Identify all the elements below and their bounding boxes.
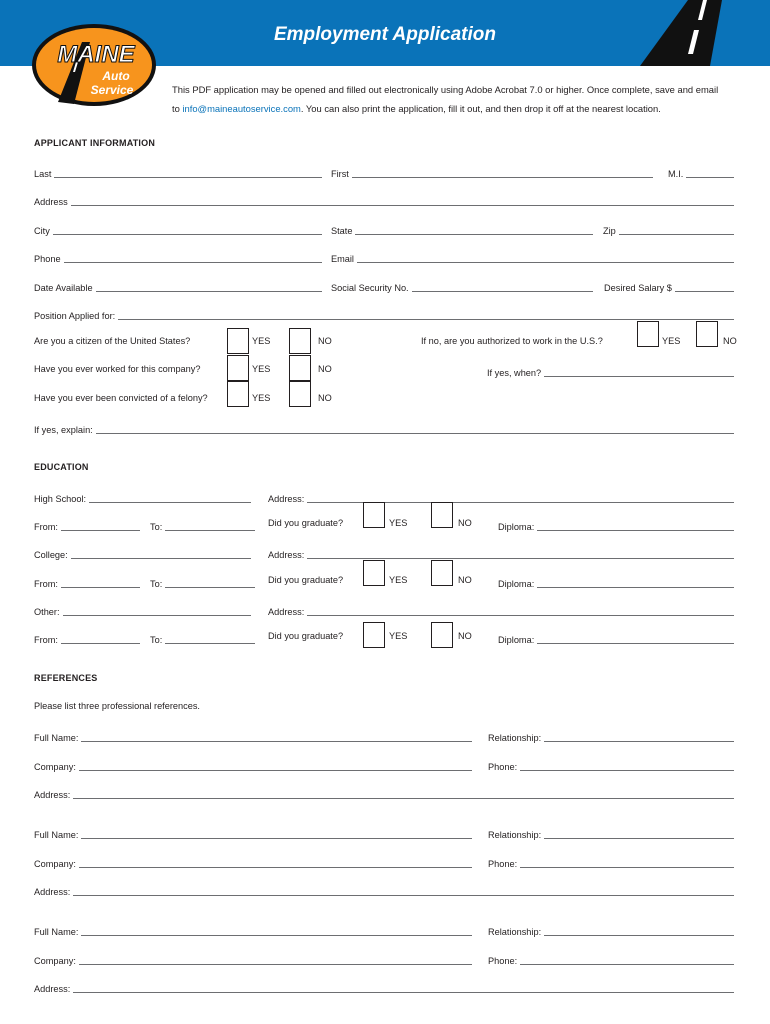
ref3-address-field[interactable] xyxy=(34,980,734,994)
college-grad-no-checkbox[interactable] xyxy=(431,560,453,586)
worked-before-question: Have you ever worked for this company? xyxy=(34,364,201,374)
high-school-address-field[interactable] xyxy=(268,490,734,504)
other-grad-yes-checkbox[interactable] xyxy=(363,622,385,648)
felony-yes-label: YES xyxy=(252,393,271,403)
ref2-company-field[interactable] xyxy=(34,855,472,869)
college-grad-no-label: NO xyxy=(458,575,472,585)
high-school-grad-yes-checkbox[interactable] xyxy=(363,502,385,528)
if-yes-explain-label: If yes, explain: xyxy=(34,425,93,435)
date-available-label: Date Available xyxy=(34,283,93,293)
other-diploma-field[interactable] xyxy=(498,631,734,645)
high-school-grad-no-checkbox[interactable] xyxy=(431,502,453,528)
position-applied-field[interactable] xyxy=(34,307,734,321)
education-heading: EDUCATION xyxy=(34,462,89,472)
authorized-no-checkbox[interactable] xyxy=(696,321,718,347)
ref2-company-label: Company: xyxy=(34,859,76,869)
other-address-label: Address: xyxy=(268,607,305,617)
email-field[interactable] xyxy=(331,250,734,264)
college-to-label: To: xyxy=(150,579,163,589)
high-school-to-field[interactable] xyxy=(150,518,255,532)
city-field[interactable] xyxy=(34,222,322,236)
intro-line-1: This PDF application may be opened and filled out electronically using Adobe Acrobat 7.0 or higher. Once complete, save and email xyxy=(172,84,719,95)
other-grad-no-checkbox[interactable] xyxy=(431,622,453,648)
college-graduate-question: Did you graduate? xyxy=(268,575,344,585)
other-from-field[interactable] xyxy=(34,631,140,645)
ref1-company-label: Company: xyxy=(34,762,76,772)
ref3-address-label: Address: xyxy=(34,984,71,994)
high-school-grad-yes-label: YES xyxy=(389,518,408,528)
if-yes-explain-field[interactable] xyxy=(34,421,734,435)
citizen-no-checkbox[interactable] xyxy=(289,328,311,354)
college-address-label: Address: xyxy=(268,550,305,560)
ref1-full-name-field[interactable] xyxy=(34,729,472,743)
college-from-field[interactable] xyxy=(34,575,140,589)
authorized-no-label: NO xyxy=(723,336,737,346)
worked-yes-checkbox[interactable] xyxy=(227,355,249,381)
other-school-field[interactable] xyxy=(34,603,251,617)
position-applied-label: Position Applied for: xyxy=(34,311,116,321)
high-school-from-label: From: xyxy=(34,522,58,532)
felony-yes-checkbox[interactable] xyxy=(227,381,249,407)
authorized-yes-label: YES xyxy=(662,336,681,346)
other-to-label: To: xyxy=(150,635,163,645)
college-diploma-label: Diploma: xyxy=(498,579,535,589)
address-label: Address xyxy=(34,197,68,207)
other-graduate-question: Did you graduate? xyxy=(268,631,344,641)
ref2-relationship-label: Relationship: xyxy=(488,830,542,840)
desired-salary-label: Desired Salary $ xyxy=(604,283,672,293)
logo-text-auto: Auto xyxy=(102,69,130,83)
ref1-company-field[interactable] xyxy=(34,758,472,772)
if-yes-when-field[interactable] xyxy=(487,364,734,378)
city-label: City xyxy=(34,226,50,236)
high-school-diploma-label: Diploma: xyxy=(498,522,535,532)
citizen-yes-label: YES xyxy=(252,336,271,346)
ref2-full-name-label: Full Name: xyxy=(34,830,79,840)
college-from-label: From: xyxy=(34,579,58,589)
intro-to: to xyxy=(172,103,183,114)
ref3-phone-label: Phone: xyxy=(488,956,518,966)
authorized-question: If no, are you authorized to work in the U.S.? xyxy=(421,336,603,346)
other-to-field[interactable] xyxy=(150,631,255,645)
middle-initial-label: M.I. xyxy=(668,169,684,179)
high-school-label: High School: xyxy=(34,494,87,504)
applicant-info-heading: APPLICANT INFORMATION xyxy=(34,138,156,148)
ref2-address-label: Address: xyxy=(34,887,71,897)
middle-initial-field[interactable] xyxy=(668,165,734,179)
ref3-relationship-field[interactable] xyxy=(488,923,734,937)
email-link[interactable]: info@maineautoservice.com xyxy=(182,103,301,114)
college-label: College: xyxy=(34,550,68,560)
college-to-field[interactable] xyxy=(150,575,255,589)
worked-yes-label: YES xyxy=(252,364,271,374)
other-grad-yes-label: YES xyxy=(389,631,408,641)
other-address-field[interactable] xyxy=(268,603,734,617)
other-from-label: From: xyxy=(34,635,58,645)
ssn-field[interactable] xyxy=(331,279,593,293)
high-school-address-label: Address: xyxy=(268,494,305,504)
ref1-phone-field[interactable] xyxy=(488,758,734,772)
high-school-to-label: To: xyxy=(150,522,163,532)
if-yes-when-label: If yes, when? xyxy=(487,368,542,378)
ref3-full-name-field[interactable] xyxy=(34,923,472,937)
high-school-diploma-field[interactable] xyxy=(498,518,734,532)
ref2-full-name-field[interactable] xyxy=(34,826,472,840)
other-grad-no-label: NO xyxy=(458,631,472,641)
citizen-no-label: NO xyxy=(318,336,332,346)
intro-text xyxy=(172,80,732,118)
ref3-relationship-label: Relationship: xyxy=(488,927,542,937)
ref2-phone-field[interactable] xyxy=(488,855,734,869)
state-field[interactable] xyxy=(331,222,593,236)
phone-field[interactable] xyxy=(34,250,322,264)
worked-no-label: NO xyxy=(318,364,332,374)
references-heading: REFERENCES xyxy=(34,673,98,683)
college-field[interactable] xyxy=(34,546,251,560)
phone-label: Phone xyxy=(34,254,61,264)
citizen-yes-checkbox[interactable] xyxy=(227,328,249,354)
last-name-field[interactable] xyxy=(34,165,322,179)
other-diploma-label: Diploma: xyxy=(498,635,535,645)
ref1-address-label: Address: xyxy=(34,790,71,800)
worked-no-checkbox[interactable] xyxy=(289,355,311,381)
desired-salary-field[interactable] xyxy=(604,279,734,293)
logo-text-service: Service xyxy=(90,83,134,97)
address-field[interactable] xyxy=(34,193,734,207)
ref1-address-field[interactable] xyxy=(34,786,734,800)
felony-no-label: NO xyxy=(318,393,332,403)
ref2-phone-label: Phone: xyxy=(488,859,518,869)
ref1-relationship-label: Relationship: xyxy=(488,733,542,743)
references-instruction: Please list three professional references. xyxy=(34,701,200,711)
college-grad-yes-checkbox[interactable] xyxy=(363,560,385,586)
date-available-field[interactable] xyxy=(34,279,322,293)
logo-text-maine: MAINE xyxy=(57,41,135,68)
college-address-field[interactable] xyxy=(268,546,734,560)
college-grad-yes-label: YES xyxy=(389,575,408,585)
company-logo xyxy=(30,22,160,108)
citizen-question: Are you a citizen of the United States? xyxy=(34,336,191,346)
high-school-grad-no-label: NO xyxy=(458,518,472,528)
zip-label: Zip xyxy=(603,226,616,236)
state-label: State xyxy=(331,226,353,236)
felony-no-checkbox[interactable] xyxy=(289,381,311,407)
first-name-field[interactable] xyxy=(331,165,653,179)
ref3-phone-field[interactable] xyxy=(488,952,734,966)
zip-field[interactable] xyxy=(603,222,734,236)
first-name-label: First xyxy=(331,169,349,179)
ref3-company-label: Company: xyxy=(34,956,76,966)
ssn-label: Social Security No. xyxy=(331,283,409,293)
ref1-full-name-label: Full Name: xyxy=(34,733,79,743)
ref2-relationship-field[interactable] xyxy=(488,826,734,840)
high-school-graduate-question: Did you graduate? xyxy=(268,518,344,528)
high-school-from-field[interactable] xyxy=(34,518,140,532)
last-name-label: Last xyxy=(34,169,52,179)
authorized-yes-checkbox[interactable] xyxy=(637,321,659,347)
college-diploma-field[interactable] xyxy=(498,575,734,589)
email-label: Email xyxy=(331,254,354,264)
high-school-field[interactable] xyxy=(34,490,251,504)
ref3-full-name-label: Full Name: xyxy=(34,927,79,937)
other-school-label: Other: xyxy=(34,607,60,617)
ref3-company-field[interactable] xyxy=(34,952,472,966)
page-title: Employment Application xyxy=(273,24,497,45)
ref2-address-field[interactable] xyxy=(34,883,734,897)
intro-line-2: . You can also print the application, fill it out, and then drop it off at the nearest location. xyxy=(300,103,661,114)
felony-question: Have you ever been convicted of a felony? xyxy=(34,393,208,403)
ref1-phone-label: Phone: xyxy=(488,762,518,772)
ref1-relationship-field[interactable] xyxy=(488,729,734,743)
